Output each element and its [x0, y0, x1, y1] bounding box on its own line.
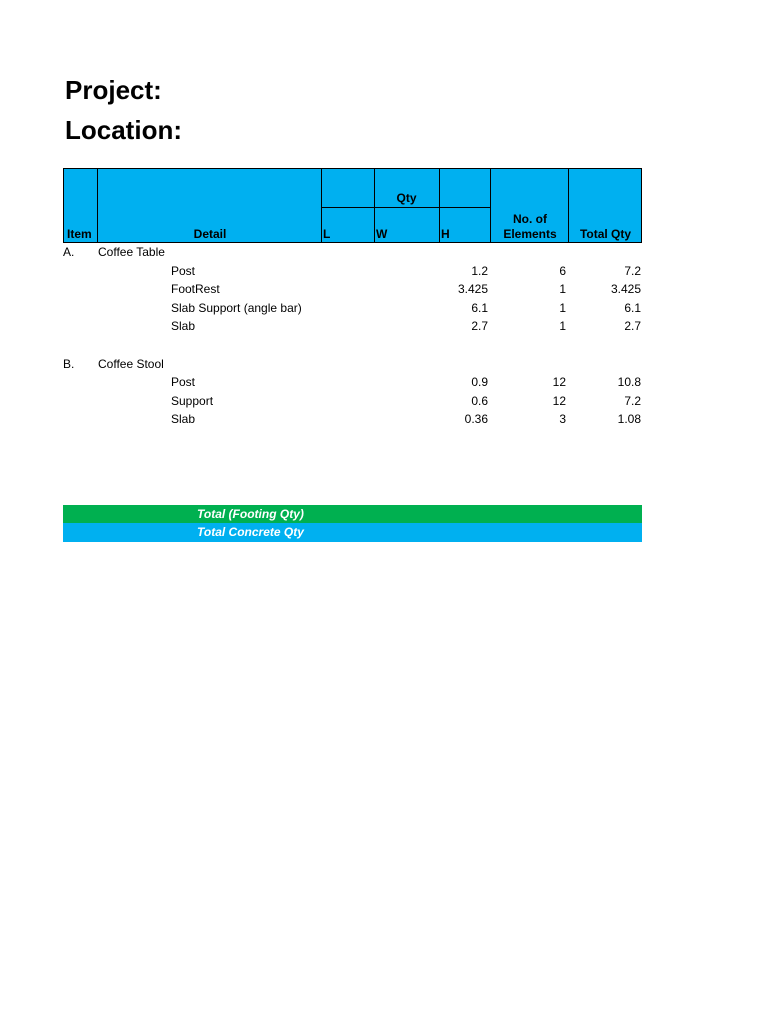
row-detail: Support: [171, 393, 214, 408]
location-label: Location:: [65, 115, 182, 145]
header-total-qty: Total Qty: [579, 227, 632, 241]
spacer-row: [63, 336, 642, 355]
header-w: W: [376, 227, 388, 241]
section-item: B.: [63, 356, 75, 371]
total-footing-band: [63, 505, 642, 524]
qty-divider: [322, 207, 491, 208]
total-concrete-band: [63, 523, 642, 542]
row-elements: 12: [552, 393, 566, 408]
table-header: [63, 168, 642, 243]
row-total: 10.8: [617, 375, 641, 390]
row-elements: 6: [559, 263, 566, 278]
header-no-of: No. of: [513, 212, 547, 226]
header-qty: Qty: [396, 191, 417, 205]
row-h: 1.2: [471, 263, 488, 278]
row-elements: 1: [559, 282, 566, 297]
total-concrete-label: Total Concrete Qty: [197, 525, 304, 539]
header-detail: Detail: [193, 227, 227, 241]
table-row: [63, 317, 642, 336]
row-h: 3.425: [457, 282, 488, 297]
row-total: 7.2: [624, 393, 641, 408]
row-h: 2.7: [471, 319, 488, 334]
header-elements: Elements: [503, 227, 557, 241]
row-h: 0.6: [471, 393, 488, 408]
quantity-sheet: [63, 168, 642, 429]
row-detail: Post: [171, 375, 196, 390]
row-detail: Slab: [171, 319, 196, 334]
section-row: [63, 355, 642, 374]
row-h: 0.9: [471, 375, 488, 390]
row-detail: Slab Support (angle bar): [171, 300, 302, 315]
header-h: H: [441, 227, 450, 241]
row-detail: FootRest: [171, 282, 220, 297]
row-elements: 1: [559, 300, 566, 315]
table-row: [63, 299, 642, 318]
row-elements: 12: [552, 375, 566, 390]
header-item: Item: [67, 227, 92, 241]
table-row: [63, 373, 642, 392]
row-h: 0.36: [464, 412, 488, 427]
row-detail: Post: [171, 263, 196, 278]
row-total: 7.2: [624, 263, 641, 278]
row-detail: Slab: [171, 412, 196, 427]
table-row: [63, 262, 642, 281]
row-total: 6.1: [624, 300, 641, 315]
table-row: [63, 280, 642, 299]
section-row: [63, 243, 642, 262]
row-h: 6.1: [471, 300, 488, 315]
section-name: Coffee Table: [98, 245, 165, 259]
project-label: Project:: [65, 75, 162, 105]
header-l: L: [323, 227, 331, 241]
section-item: A.: [63, 245, 75, 259]
row-total: 3.425: [610, 282, 641, 297]
row-total: 2.7: [624, 319, 641, 334]
row-total: 1.08: [617, 412, 641, 427]
total-footing-label: Total (Footing Qty): [197, 507, 304, 521]
table-row: [63, 392, 642, 411]
section-name: Coffee Stool: [98, 356, 164, 371]
row-elements: 1: [559, 319, 566, 334]
row-elements: 3: [559, 412, 566, 427]
table-row: [63, 410, 642, 429]
